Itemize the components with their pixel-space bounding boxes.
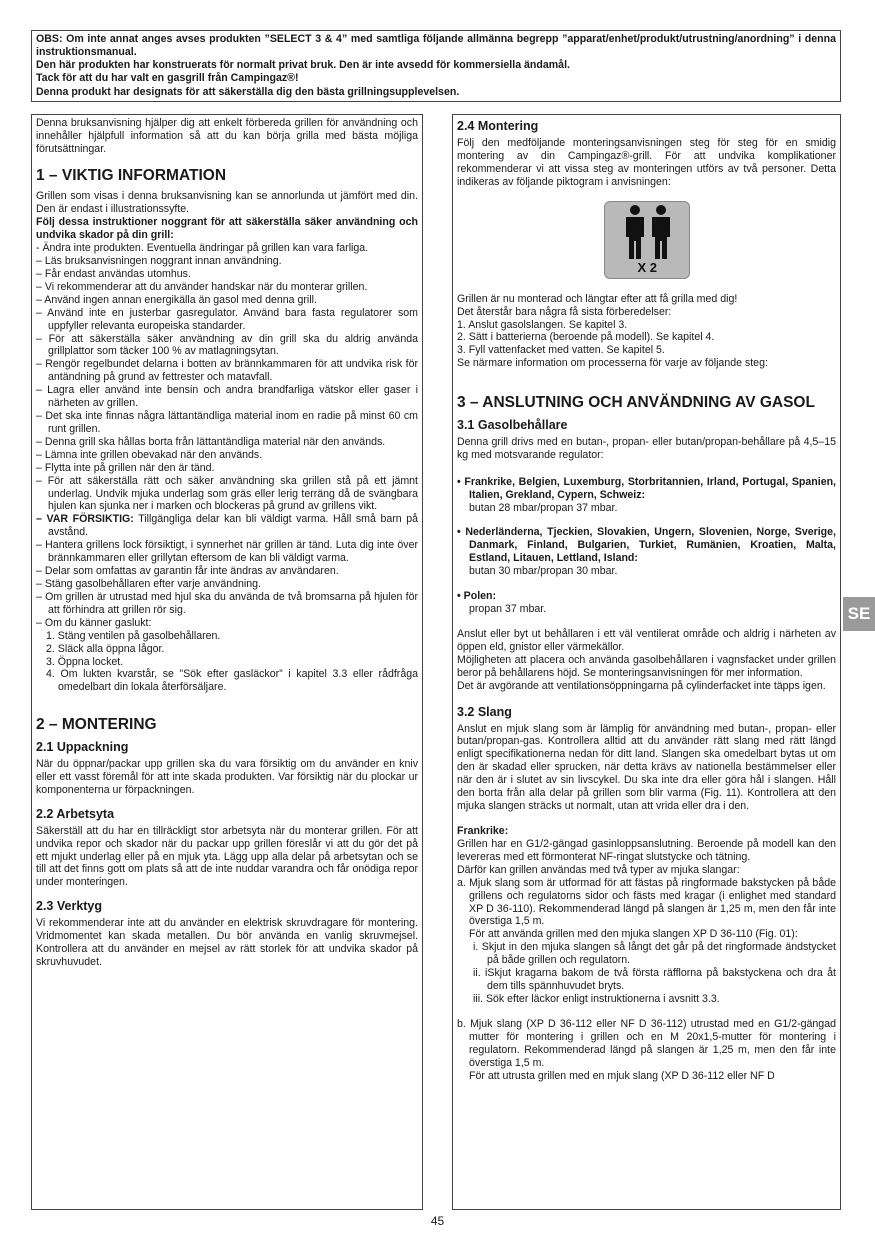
roman-step: i. Skjut in den mjuka slangen så långt det går på det ringformade ändstycket på både grillen och regulatorn. [473,941,836,967]
two-person-pictogram [604,201,690,279]
country-list: • Frankrike, Belgien, Luxemburg, Storbritannien, Irland, Portugal, Spanien, Italien, Grekland, Cypern, Schweiz: [457,475,836,501]
list-item: – Om grillen är utrustad med hjul ska du använda de två bromsarna på hjulen för att förhindra att grillen rör sig. [36,590,418,616]
notice-line: OBS: Om inte annat anges avses produkten ”SELECT 3 & 4” med samtliga följande allmänna begrepp ”apparat/enhet/produkt/utrustning/anordning” i denna instruktionsmanual. [36,33,836,59]
warning-label: – VAR FÖRSIKTIG: [36,513,134,526]
list-item: - Ändra inte produkten. Eventuella ändringar på grillen kan vara farliga. [36,242,369,255]
france-paragraph: Därför kan grillen användas med två typer av mjuka slangar: [457,863,740,876]
step-item: 2. Släck alla öppna lågor. [46,642,165,655]
list-item: – Använd inte en justerbar gasregulator. Använd bara fasta regulatorer som uppfyller relevanta europeiska standarder. [36,306,418,332]
left-column [31,114,423,1210]
section-3-1-paragraph: Anslut eller byt ut behållaren i ett väl ventilerat område och aldrig i närheten av öppen eld, gnistor eller värmekällor. [457,627,836,653]
country-group [457,476,836,515]
pressure-value: butan 28 mbar/propan 37 mbar. [469,501,618,514]
section-2-3-text: Vi rekommenderar inte att du använder en elektrisk skruvdragare för montering. Vridmomentet kan skada metallen. Du bör använda en vanlig skruvmejsel. Kontrollera att du använder en mejsel av rätt storlek för att undvika skador på skruvhuvudet. [36,917,418,969]
country-group [457,526,836,578]
list-item: – För att säkerställa säker användning av din grill ska du aldrig använda grillplattor som täcker 100 % av matlagningsytan. [36,332,418,358]
section-3-1-paragraph: Det är avgörande att ventilationsöppningarna på cylinderfacket inte täpps igen. [457,679,826,692]
pressure-value: propan 37 mbar. [469,603,547,616]
france-label: Frankrike: [457,825,509,838]
hose-option-b: b. Mjuk slang (XP D 36-112 eller NF D 36-112) utrustad med en G1/2-gängad mutter för montering i grillen och en M 20x1,5-mutter för montering i regulatorn. Rekommenderad längd på slangen är 1,25 m, men den får inte överstiga 1,5 m. [457,1017,836,1069]
section-3-2-title: 3.2 Slang [457,704,512,719]
list-item: – Rengör regelbundet delarna i botten av brännkammaren för att undvika risk för antändning på grund av fettrester och matavfall. [36,358,418,384]
list-item: – Hantera grillens lock försiktigt, i synnerhet när grillen är tänd. Luta dig inte över brännkammaren eller grillytan eftersom de kan bli väldigt varma. [36,539,418,565]
section-3-1-title: 3.1 Gasolbehållare [457,417,568,432]
section-2-3-title: 2.3 Verktyg [36,899,103,914]
list-item: – Det ska inte finnas några lättantändliga material inom en radie på minst 60 cm runt grillen. [36,410,418,435]
list-item: – Lämna inte grillen obevakad när den används. [36,448,263,461]
notice-box [31,30,841,102]
section-3-title: 3 – ANSLUTNING OCH ANVÄNDNING AV GASOL [457,394,815,412]
section-1-title: 1 – VIKTIG INFORMATION [36,166,227,184]
gas-smell-steps [36,630,418,695]
section-1-bold-text: Följ dessa instruktioner noggrant för att säkerställa säker användning och undvika skador på din grill: [36,216,418,242]
list-item: – Får endast användas utomhus. [36,267,191,280]
list-item: – För att säkerställa rätt och säker användning ska grillen stå på ett jämnt underlag. Undvik mjuka underlag som gräs eller lerig terräng då de svängbara hjulen kan sjunka ner i marken och blockeras på grund av grillens vikt. [36,474,418,513]
safety-list [36,242,418,630]
list-item: – Denna grill ska hållas borta från lättantändliga material när den används. [36,435,386,448]
list-item: – Delar som omfattas av garantin får inte ändras av användaren. [36,565,339,578]
section-2-1-title: 2.1 Uppackning [36,739,129,754]
section-2-1-text: När du öppnar/packar upp grillen ska du vara försiktig om du använder en kniv eller ett vasst föremål för att inte skada produkten. Var försiktig när du plockar ur komponenterna ur förpackningen. [36,757,418,796]
section-2-4-title: 2.4 Montering [457,119,539,133]
section-3-2-text: Anslut en mjuk slang som är lämplig för användning med butan-, propan- eller butan/propan-gas. Kontrollera alltid att du använder rätt slang med rätt längd enligt specifikationerna nedan för ditt land. Slangen ska omedelbart bytas ut om den är skadad eller sprucken, när detta krävs av nationella bestämmelser eller när den är i slutet av sin livscykel. Du ska inte dra eller göra hål i slangen. Håll den borta från alla delar på grillen som blir varma (Fig. 11). Kontrollera att den mjuka slangen sträcks ut normalt, utan att vrida eller dra i den. [457,722,836,813]
step-item: 4. Om lukten kvarstår, se ”Sök efter gasläckor” i kapitel 3.3 eller rådfråga omedelbart din lokala återförsäljare. [46,668,418,694]
list-item: – Läs bruksanvisningen noggrant innan användning. [36,254,282,267]
assembly-line: Grillen är nu monterad och längtar efter att få grilla med dig! [457,292,738,305]
list-item: – Lagra eller använd inte bensin och andra brandfarliga vätskor eller gaser i närheten av grillen. [36,384,418,410]
step-item: 3. Öppna locket. [46,655,124,668]
intro-text: Denna bruksanvisning hjälper dig att enkelt förbereda grillen för användning och innehåller hjälpfull information så att du kan börja grilla med bästa möjliga förutsättningar. [36,117,418,155]
notice-line: Den här produkten har konstruerats för normalt privat bruk. Den är inte avsedd för kommersiella ändamål. [36,59,570,72]
assembly-line: 3. Fyll vattenfacket med vatten. Se kapitel 5. [457,344,665,357]
section-2-title: 2 – MONTERING [36,716,157,734]
assembly-line: 2. Sätt i batterierna (beroende på modell). Se kapitel 4. [457,331,715,344]
two-persons-icon [605,202,691,262]
list-item: – Vi rekommenderar att du använder handskar när du monterar grillen. [36,280,368,293]
section-3-1-text: Denna grill drivs med en butan-, propan- eller butan/propan-behållare på 4,5–15 kg med motsvarande regulator: [457,435,836,461]
assembly-line: 1. Anslut gasolslangen. Se kapitel 3. [457,318,628,331]
list-item: – Flytta inte på grillen när den är tänd. [36,461,215,474]
warning-item [36,513,418,539]
notice-line: Denna produkt har designats för att säkerställa dig den bästa grillningsupplevelsen. [36,85,460,98]
hose-option-a: a. Mjuk slang som är utformad för att fästas på ringformade bakstycken på både grillens och regulatorns sidor och fästs med kragar (i enlighet med standard XP D 36-110). Rekommenderad längd på slangen är 1,25 m, men den får inte överstiga 1,5 m. [457,876,836,928]
section-3-1-paragraph: Möjligheten att placera och använda gasolbehållaren i vagnsfacket under grillen beror på behållarens höjd. Se monteringsanvisningen för mer information. [457,653,836,679]
language-tab: SE [843,597,875,631]
page-number: 45 [430,1214,445,1228]
section-2-2-title: 2.2 Arbetsyta [36,806,115,821]
assembly-line: Se närmare information om processerna för varje av följande steg: [457,357,768,370]
pressure-value: butan 30 mbar/propan 30 mbar. [469,565,618,578]
country-list: • Polen: [457,590,497,603]
hose-option-b-sub: För att utrusta grillen med en mjuk slang (XP D 36-112 eller NF D [469,1069,775,1082]
step-item: 1. Stäng ventilen på gasolbehållaren. [46,629,221,642]
roman-step: iii. Sök efter läckor enligt instruktionerna i avsnitt 3.3. [473,993,720,1005]
country-group [457,590,836,616]
pictogram-label: X 2 [637,259,658,275]
france-paragraph: Grillen har en G1/2-gängad gasinloppsanslutning. Beroende på modell kan den levereras med ett förmonterat NF-ringat slutstycke och tätning. [457,837,836,863]
section-1-paragraph: Grillen som visas i denna bruksanvisning kan se annorlunda ut jämfört med din. Den är endast i illustrationssyfte. [36,190,418,216]
warning-text: Tillgängliga delar kan bli väldigt varma. Håll små barn på avstånd. [48,513,419,539]
country-list: • Nederländerna, Tjeckien, Slovakien, Ungern, Slovenien, Norge, Sverige, Danmark, Finland, Bulgarien, Turkiet, Rumänien, Kroatien, Malta, Estland, Litauen, Lettland, Island: [457,526,836,565]
assembly-line: Det återstår bara några få sista förberedelser: [457,305,672,318]
right-column [452,114,841,1210]
list-item: – Om du känner gaslukt: [36,616,152,629]
list-item: – Använd ingen annan energikälla än gasol med denna grill. [36,293,317,306]
roman-step: ii. iSkjut kragarna bakom de två första räfflorna på bakstyckena och dra åt dem tills spännhuvudet bryts. [473,967,836,993]
notice-line: Tack för att du har valt en gasgrill från Campingaz®! [36,72,299,85]
section-2-2-text: Säkerställ att du har en tillräckligt stor arbetsyta när du monterar grillen. För att undvika repor och skador när du packar upp grillen föreslår vi att du gör det på ett mjukt underlag eller på en mjuk yta. Lägg upp alla delar på arbetsytan och se till att det finns gott om plats så att de inte nuddar varandra och får onödiga repor under monteringen. [36,824,418,889]
hose-option-a-sub: För att använda grillen med den mjuka slangen XP D 36-110 (Fig. 01): [469,928,798,941]
list-item: – Stäng gasolbehållaren efter varje användning. [36,578,261,591]
section-2-4-text: Följ den medföljande monteringsanvisningen steg för steg för en smidig montering av din Campingaz®-grill. För att undvika komplikationer rekommenderar vi att vissa steg av monteringen utförs av två personer. Detta indikeras av följande piktogram i anvisningen: [457,137,836,188]
